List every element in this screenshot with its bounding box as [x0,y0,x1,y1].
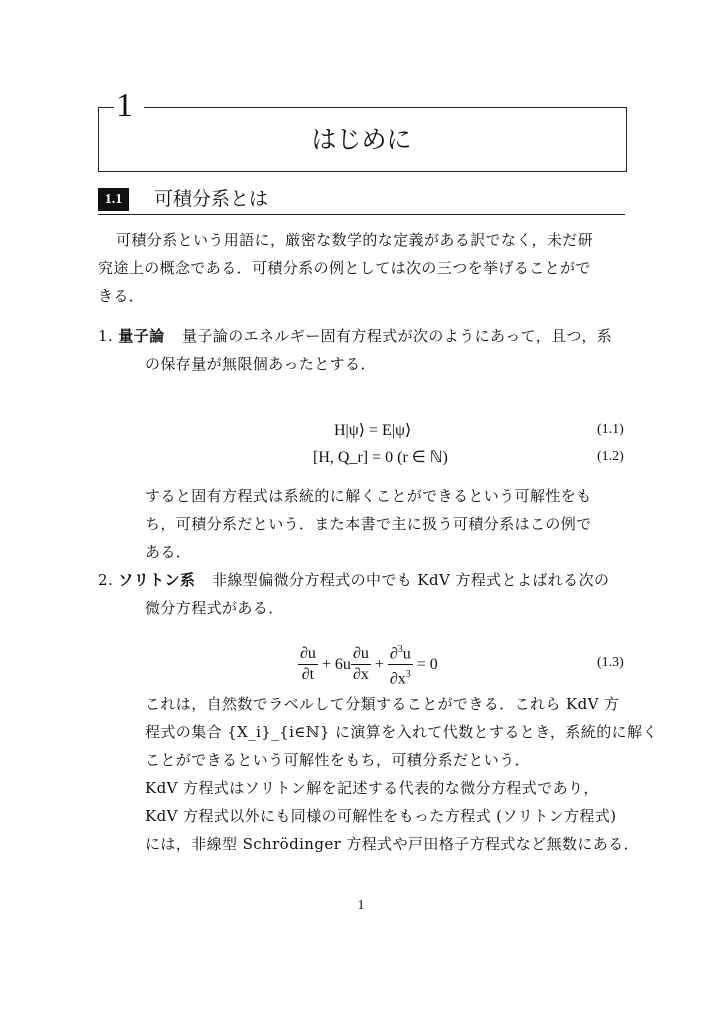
item2-label: ソリトン系 [118,571,196,589]
equation-1 [334,420,411,440]
equation-1-number: (1.1) [597,422,624,437]
item2-line-1: 非線型偏微分方程式の中でも KdV 方程式とよばれる次の [212,571,610,589]
equation-2-text: [H, Q_r] = 0 (r ∈ ℕ) [313,449,448,466]
chapter-number: 1 [116,87,133,124]
section-rule [98,214,625,215]
item1-after-line-1: すると固有方程式は系統的に解くことができるという可解性をも [145,487,592,505]
item2-after-line-5: KdV 方程式以外にも同様の可解性をもった方程式 (ソリトン方程式) [145,807,617,825]
item1-line-1: 量子論のエネルギー固有方程式が次のようにあって，且つ，系 [182,327,613,345]
chapter-frame-top-right [144,107,626,108]
intro-line-2: 究途上の概念である．可積分系の例としては次の三つを挙げることがで [98,259,591,277]
item2-after-line-2: 程式の集合 {X_i}_{i∈ℕ} に演算を入れて代数とするとき，系統的に解く [145,723,658,741]
equation-3-number: (1.3) [597,655,624,670]
section-number-badge: 1.1 [98,188,129,211]
item2-after-line-4: KdV 方程式はソリトン解を記述する代表的な微分方程式であり， [145,779,599,797]
section-title: 可積分系とは [154,188,269,210]
equation-2 [313,447,448,467]
item1-marker: 1. [98,327,114,345]
equation-2-number: (1.2) [597,449,624,464]
item1-heading [98,322,165,350]
item2-marker: 2. [98,571,114,589]
intro-line-1: 可積分系という用語に，厳密な数学的な定義がある訳でなく，未だ研 [116,231,594,249]
chapter-frame-top-left [98,107,114,108]
fraction-du-dx: $\frac{\partial u}{\partial x}$ [352,645,369,684]
chapter-title: はじめに [311,125,412,154]
item2-heading [98,566,195,594]
page-number: 1 [357,898,365,913]
item2-after-line-3: ことができるという可解性をもち，可積分系だという． [145,751,531,769]
item2-after-line-6: には，非線型 Schrödinger 方程式や戸田格子方程式など無数にある． [145,835,639,853]
item1-label: 量子論 [118,327,165,345]
equation-1-text: H|ψ⟩ = E|ψ⟩ [334,422,412,439]
fraction-du-dt: $\frac{\partial u}{\partial t}$ [300,645,316,684]
item2-line-2: 微分方程式がある． [145,599,284,617]
intro-line-3: きる． [98,287,145,305]
item1-after-line-2: ち，可積分系だという．また本書で主に扱う可積分系はこの例で [145,515,592,533]
item1-after-line-3: ある． [145,543,192,561]
equation-3: $\frac{\partial u}{\partial t}$ + 6u $\frac{\partial u}{\partial x}$ + $\frac{\partial^3u}{\partial x^3}$ = 0 [298,640,438,690]
fraction-d3u-dx3: $\frac{\partial^3u}{\partial x^3}$ [388,640,413,690]
item2-after-line-1: これは，自然数でラベルして分類することができる．これら KdV 方 [145,695,620,713]
item1-line-2: の保存量が無限個あったとする． [145,355,376,373]
